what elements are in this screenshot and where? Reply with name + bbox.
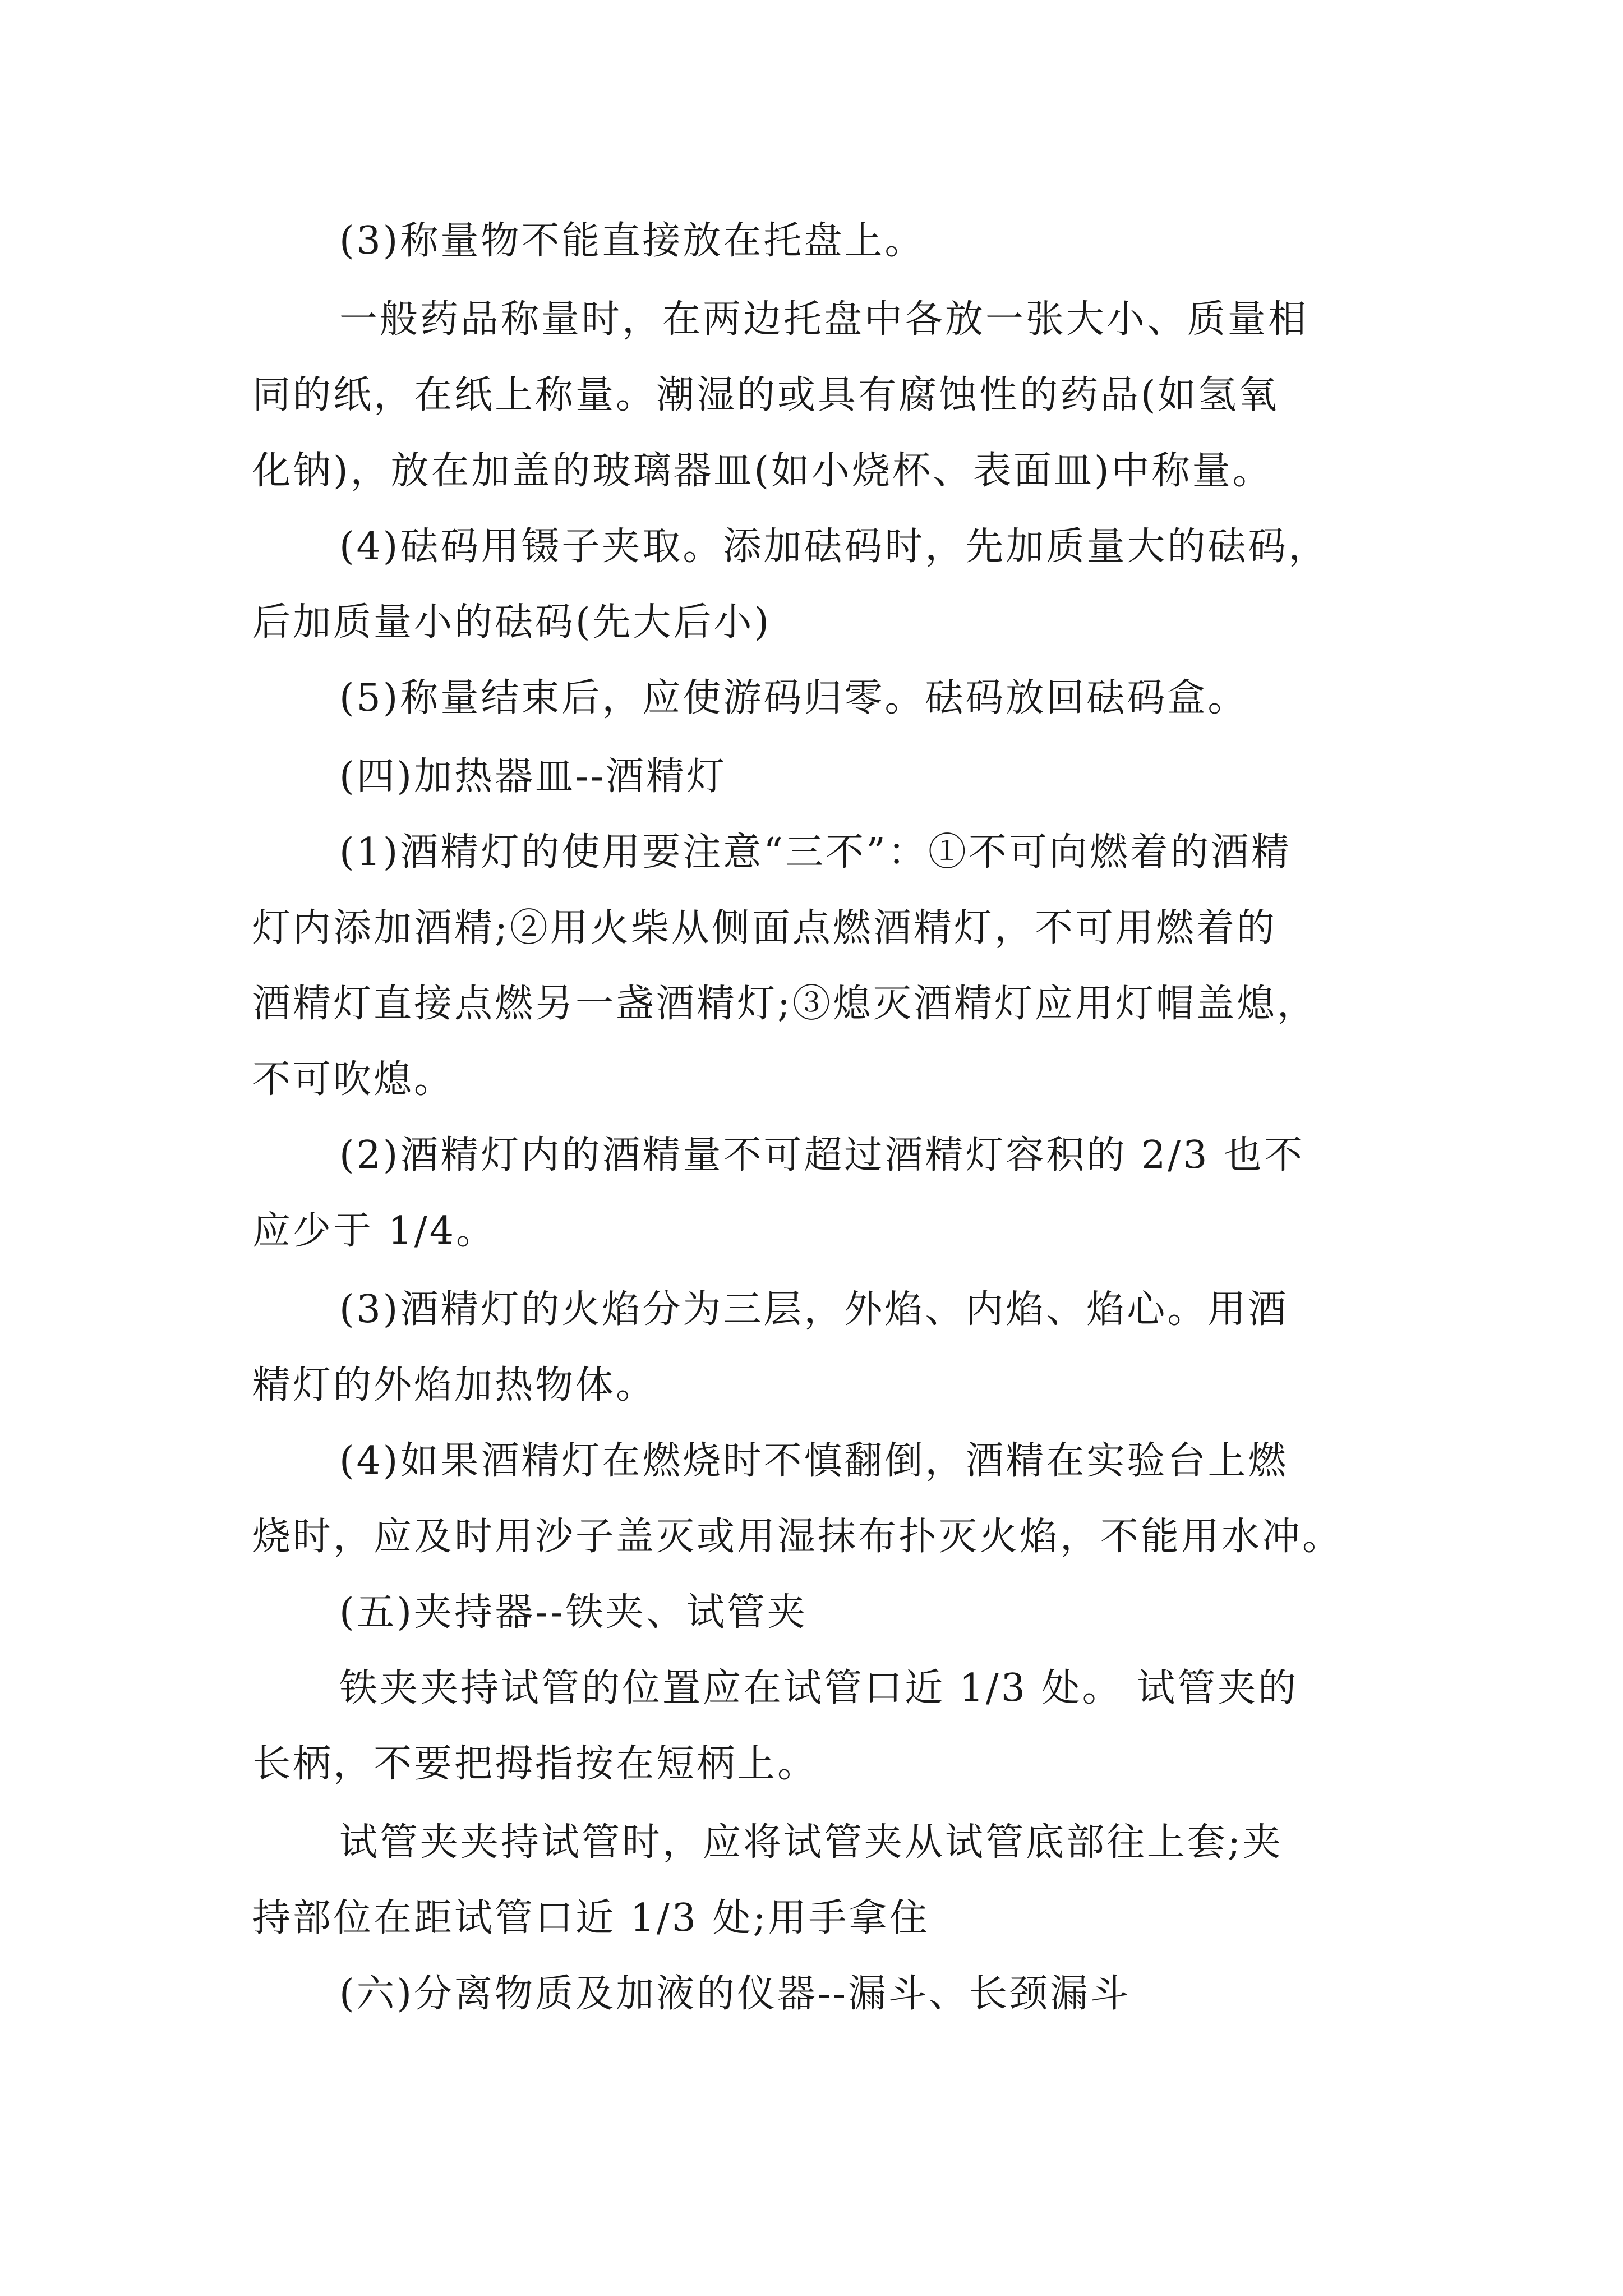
text-line: 灯内添加酒精;②用火柴从侧面点燃酒精灯，不可用燃着的 (252, 906, 1277, 950)
text-line: (4)砝码用镊子夹取。添加砝码时，先加质量大的砝码， (339, 524, 1329, 569)
section-heading: (六)分离物质及加液的仪器--漏斗、长颈漏斗 (339, 1972, 1131, 2016)
section-heading: (五)夹持器--铁夹、试管夹 (339, 1590, 808, 1635)
text-line: 同的纸，在纸上称量。潮湿的或具有腐蚀性的药品(如氢氧 (252, 373, 1279, 417)
section-heading: (四)加热器皿--酒精灯 (339, 754, 727, 799)
text-line: 一般药品称量时，在两边托盘中各放一张大小、质量相 (339, 297, 1309, 342)
text-line: 不可吹熄。 (252, 1057, 455, 1102)
text-line: (1)酒精灯的使用要注意“三不”：①不可向燃着的酒精 (339, 830, 1292, 875)
text-line: 应少于 1/4。 (252, 1209, 497, 1253)
text-line: (3)酒精灯的火焰分为三层，外焰、内焰、焰心。用酒 (339, 1287, 1289, 1332)
text-line: 酒精灯直接点燃另一盏酒精灯;③熄灭酒精灯应用灯帽盖熄， (252, 982, 1317, 1026)
text-line: 持部位在距试管口近 1/3 处;用手拿住 (252, 1896, 930, 1940)
text-line: 精灯的外焰加热物体。 (252, 1363, 657, 1407)
text-line: 长柄，不要把拇指按在短柄上。 (252, 1742, 818, 1786)
text-line: 后加质量小的砝码(先大后小) (252, 600, 772, 645)
text-line: (5)称量结束后，应使游码归零。砝码放回砝码盒。 (339, 676, 1248, 720)
text-line: (4)如果酒精灯在燃烧时不慎翻倒，酒精在实验台上燃 (339, 1439, 1289, 1483)
text-line: 烧时，应及时用沙子盖灭或用湿抹布扑灭火焰，不能用水冲。 (252, 1515, 1343, 1559)
text-line: 化钠)，放在加盖的玻璃器皿(如小烧杯、表面皿)中称量。 (252, 449, 1273, 493)
text-line: (2)酒精灯内的酒精量不可超过酒精灯容积的 2/3 也不 (339, 1133, 1304, 1177)
text-line: 铁夹夹持试管的位置应在试管口近 1/3 处。 试管夹的 (339, 1666, 1299, 1710)
text-line: (3)称量物不能直接放在托盘上。 (339, 219, 925, 263)
text-line: 试管夹夹持试管时，应将试管夹从试管底部往上套;夹 (339, 1820, 1283, 1865)
